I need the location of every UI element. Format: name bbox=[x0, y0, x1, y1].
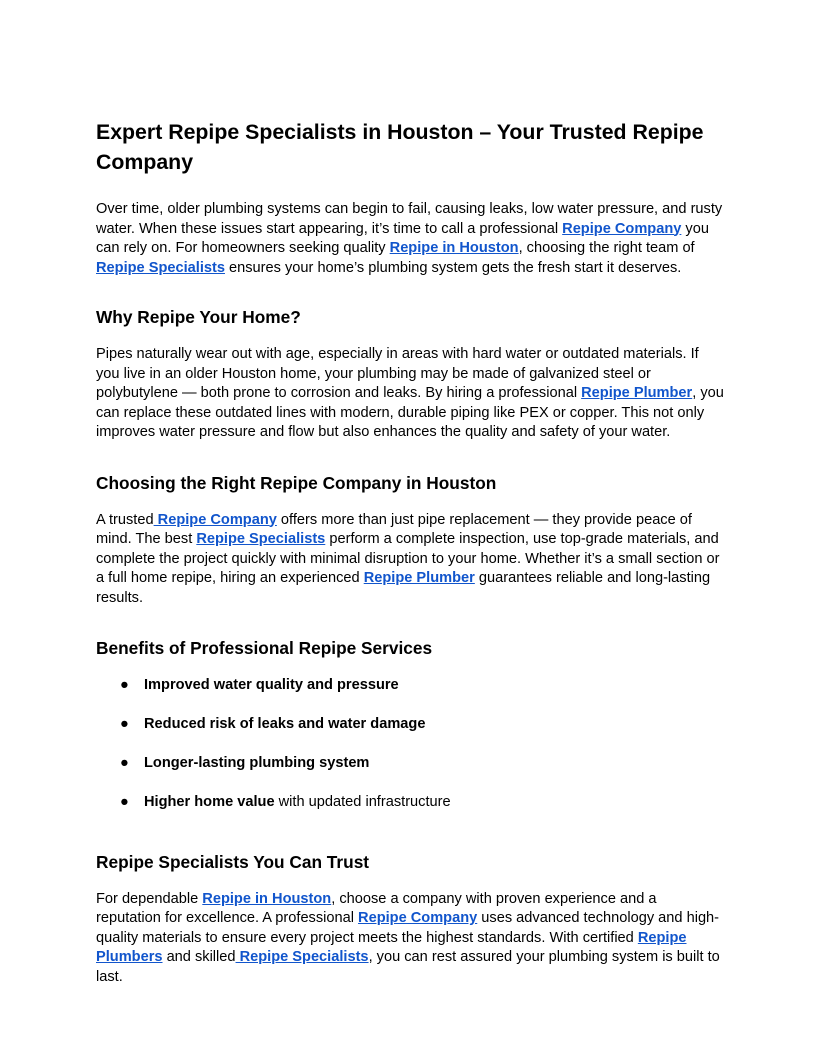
link-repipe-specialists[interactable]: Repipe Specialists bbox=[235, 949, 369, 965]
link-repipe-company[interactable]: Repipe Company bbox=[153, 511, 277, 528]
trust-text-3: uses advanced technology and high-quality materials to ensure every project meets the highest standards. With certified bbox=[96, 910, 720, 946]
why-text-2: , you can replace these outdated lines with modern, durable piping like PEX or copper. This not only improves water pressure and flow but also enhances the quality and safety of your water. bbox=[96, 385, 724, 440]
bullet-icon: ● bbox=[120, 716, 129, 732]
why-paragraph bbox=[96, 345, 724, 443]
intro-text-3: , choosing the right team of bbox=[518, 240, 695, 256]
trust-text-4: and skilled bbox=[162, 949, 236, 965]
heading-benefits: Benefits of Professional Repipe Services bbox=[96, 638, 433, 658]
choosing-paragraph bbox=[96, 511, 724, 609]
link-repipe-specialists[interactable]: Repipe Specialists bbox=[196, 531, 326, 547]
list-item bbox=[96, 715, 724, 735]
link-repipe-in-houston[interactable]: Repipe in Houston bbox=[389, 240, 519, 256]
list-item bbox=[96, 754, 724, 774]
link-repipe-plumber[interactable]: Repipe Plumber bbox=[363, 570, 475, 586]
page-title: Expert Repipe Specialists in Houston – Your Trusted Repipe Company bbox=[96, 120, 704, 174]
heading-trust: Repipe Specialists You Can Trust bbox=[96, 851, 370, 872]
choosing-text-1: A trusted bbox=[96, 511, 154, 528]
why-text-1: Pipes naturally wear out with age, especially in areas with hard water or outdated materials. If you live in an older Houston home, your plumbing may be made of galvanized steel or polybutylene — both prone to corrosion and leaks. By hiring a professional bbox=[96, 346, 699, 401]
trust-text-5: , you can rest assured your plumbing system is built to last. bbox=[96, 949, 720, 985]
link-repipe-plumber[interactable]: Repipe Plumber bbox=[581, 385, 693, 401]
intro-text-1: Over time, older plumbing systems can begin to fail, causing leaks, low water pressure, and rusty water. When these issues start appearing, it’s time to call a professional bbox=[96, 201, 723, 237]
choosing-text-3: perform a complete inspection, use top-grade materials, and complete the project quickly with minimal disruption to your home. Whether it’s a small section or a full home repipe, hiring an experienced bbox=[96, 531, 720, 586]
choosing-text-2: offers more than just pipe replacement — they provide peace of mind. The best bbox=[96, 511, 692, 547]
benefit-bold-text: Reduced risk of leaks and water damage bbox=[144, 716, 426, 732]
link-repipe-company[interactable]: Repipe Company bbox=[358, 910, 478, 926]
document-page bbox=[96, 117, 724, 1006]
benefit-text: with updated infrastructure bbox=[274, 794, 451, 810]
trust-paragraph bbox=[96, 890, 724, 988]
intro-text-4: ensures your home’s plumbing system gets the fresh start it deserves. bbox=[224, 259, 682, 276]
benefit-bold-text: Longer-lasting plumbing system bbox=[144, 755, 370, 771]
list-item bbox=[96, 676, 724, 696]
link-repipe-company[interactable]: Repipe Company bbox=[562, 220, 682, 237]
intro-paragraph bbox=[96, 200, 724, 278]
intro-text-2: you can rely on. For homeowners seeking quality bbox=[96, 220, 709, 256]
list-item bbox=[96, 793, 724, 813]
bullet-icon: ● bbox=[120, 755, 129, 771]
trust-text-2: , choose a company with proven experience and a reputation for excellence. A professional bbox=[96, 890, 657, 926]
bullet-icon: ● bbox=[120, 677, 129, 693]
bullet-icon: ● bbox=[120, 794, 129, 810]
benefits-list bbox=[96, 676, 724, 813]
link-repipe-plumbers[interactable]: Repipe Plumbers bbox=[96, 929, 687, 965]
link-repipe-in-houston[interactable]: Repipe in Houston bbox=[202, 890, 332, 907]
benefit-bold-text: Higher home value bbox=[144, 794, 275, 810]
heading-why-repipe: Why Repipe Your Home? bbox=[96, 307, 301, 327]
link-repipe-specialists[interactable]: Repipe Specialists bbox=[96, 259, 225, 276]
benefit-bold-text: Improved water quality and pressure bbox=[144, 677, 399, 693]
choosing-text-4: guarantees reliable and long-lasting results. bbox=[96, 570, 711, 606]
trust-text-1: For dependable bbox=[96, 890, 203, 907]
heading-choosing-company: Choosing the Right Repipe Company in Houston bbox=[96, 472, 497, 493]
